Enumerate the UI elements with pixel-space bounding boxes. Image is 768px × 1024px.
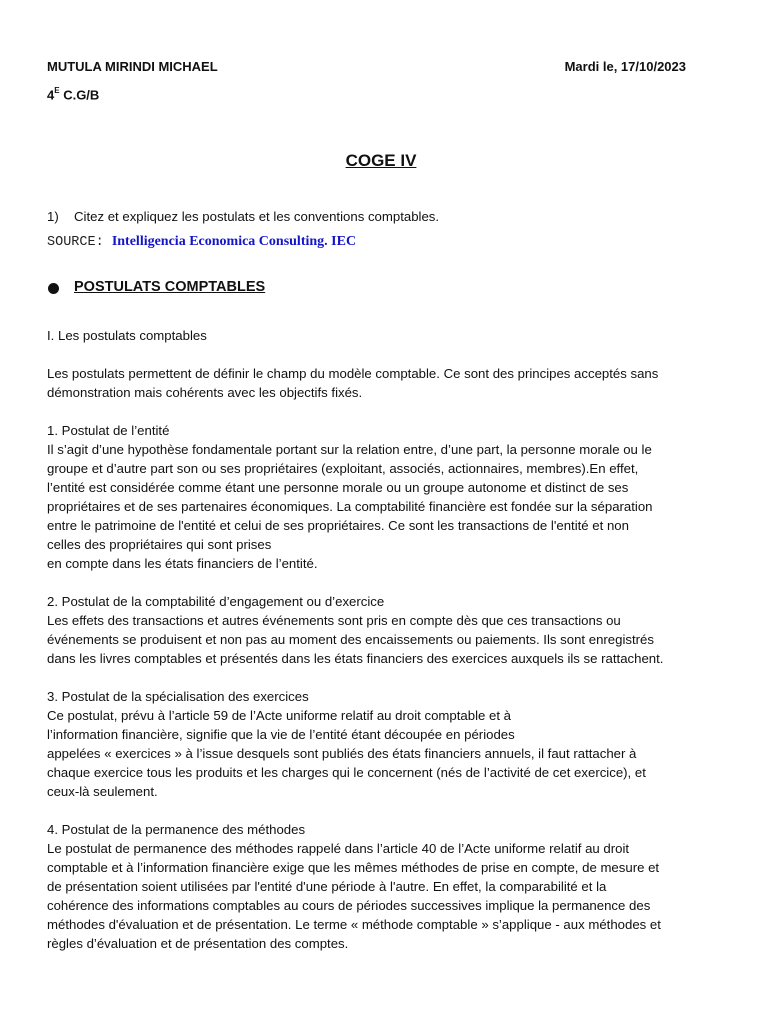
text-line: en compte dans les états financiers de l’entité. bbox=[47, 556, 318, 571]
text-line: appelées « exercices » à l’issue desquels sont publiés des états financiers annuels, il faut rattacher à bbox=[47, 746, 637, 761]
document-title: COGE IV bbox=[345, 151, 417, 170]
text-line: l’entité est considérée comme étant une personne morale ou un groupe autonome et distinct de ses bbox=[47, 480, 629, 495]
text-line: propriétaires et de ses partenaires économiques. La comptabilité financière est fondée sur la séparation bbox=[47, 499, 653, 514]
class-prefix: 4 bbox=[47, 87, 55, 103]
text-line: celles des propriétaires qui sont prises bbox=[47, 537, 272, 552]
text-line: 3. Postulat de la spécialisation des exercices bbox=[47, 689, 309, 704]
paragraph-heading-postulats bbox=[47, 326, 719, 345]
text-line: chaque exercice tous les produits et les charges qui le concernent (nés de l’activité de cet exercice), et bbox=[47, 765, 646, 780]
question-line bbox=[47, 209, 439, 224]
source-label: SOURCE: bbox=[47, 235, 112, 250]
text-line: entre le patrimoine de l'entité et celui de ses propriétaires. Ce sont les transactions de l'entité et non bbox=[47, 518, 629, 533]
text-line: cohérence des informations comptables au cours de périodes successives implique la permanence des bbox=[47, 898, 651, 913]
text-line: Les effets des transactions et autres événements sont pris en compte dès que ces transactions ou bbox=[47, 613, 621, 628]
paragraph-postulat-engagement bbox=[47, 592, 719, 668]
paragraph-postulat-permanence bbox=[47, 820, 719, 953]
text-line: l’information financière, signifie que la vie de l’entité étant découpée en périodes bbox=[47, 727, 515, 742]
text-line: de présentation soient utilisées par l'entité d'une période à l'autre. En effet, la comparabilité et la bbox=[47, 879, 607, 894]
text-line: ceux-là seulement. bbox=[47, 784, 158, 799]
bullet-icon bbox=[48, 283, 59, 294]
text-line: dans les livres comptables et présentés dans les états financiers des exercices auxquels ils se rattachent. bbox=[47, 651, 664, 666]
source-name: Intelligencia Economica Consulting. IEC bbox=[111, 234, 357, 249]
text-line: démonstration mais cohérents avec les objectifs fixés. bbox=[47, 385, 363, 400]
section-title: POSTULATS COMPTABLES bbox=[74, 279, 266, 295]
text-line: Le postulat de permanence des méthodes rappelé dans l’article 40 de l’Acte uniforme relatif au droit bbox=[47, 841, 630, 856]
text-line: groupe et d’autre part son ou ses propriétaires (exploitant, associés, actionnaires, membres).En effet, bbox=[47, 461, 639, 476]
text-line: comptable et à l’information financière exige que les mêmes méthodes de prise en compte, de mesure et bbox=[47, 860, 660, 875]
paragraph-postulat-entite bbox=[47, 421, 719, 573]
text-line: méthodes d'évaluation et de présentation. Le terme « méthode comptable » s’applique - aux méthodes et bbox=[47, 917, 661, 932]
text-line: Ce postulat, prévu à l’article 59 de l’Acte uniforme relatif au droit comptable et à bbox=[47, 708, 512, 723]
source-line bbox=[47, 233, 356, 250]
text-line: 4. Postulat de la permanence des méthodes bbox=[47, 822, 306, 837]
class-label bbox=[47, 87, 99, 102]
text-line: règles d’évaluation et de présentation des comptes. bbox=[47, 936, 349, 951]
document-date: Mardi le, 17/10/2023 bbox=[564, 59, 686, 74]
text-line: événements se produisent et non pas au moment des encaissements ou paiements. Ils sont enregistrés bbox=[47, 632, 654, 647]
question-text: Citez et expliquez les postulats et les conventions comptables. bbox=[74, 209, 440, 224]
author-name: MUTULA MIRINDI MICHAEL bbox=[47, 59, 218, 74]
paragraph-intro bbox=[47, 364, 719, 402]
class-suffix: C.G/B bbox=[59, 87, 100, 103]
text-line: Il s’agit d’une hypothèse fondamentale portant sur la relation entre, d’une part, la personne morale ou le bbox=[47, 442, 652, 457]
class-superscript: E bbox=[54, 86, 60, 95]
text-line: 2. Postulat de la comptabilité d’engagement ou d’exercice bbox=[47, 594, 385, 609]
paragraph-postulat-specialisation bbox=[47, 687, 719, 801]
question-number: 1) bbox=[47, 209, 59, 224]
text-line: Les postulats permettent de définir le champ du modèle comptable. Ce sont des principes acceptés sans bbox=[47, 366, 659, 381]
text-line: I. Les postulats comptables bbox=[47, 328, 207, 343]
text-line: 1. Postulat de l’entité bbox=[47, 423, 170, 438]
